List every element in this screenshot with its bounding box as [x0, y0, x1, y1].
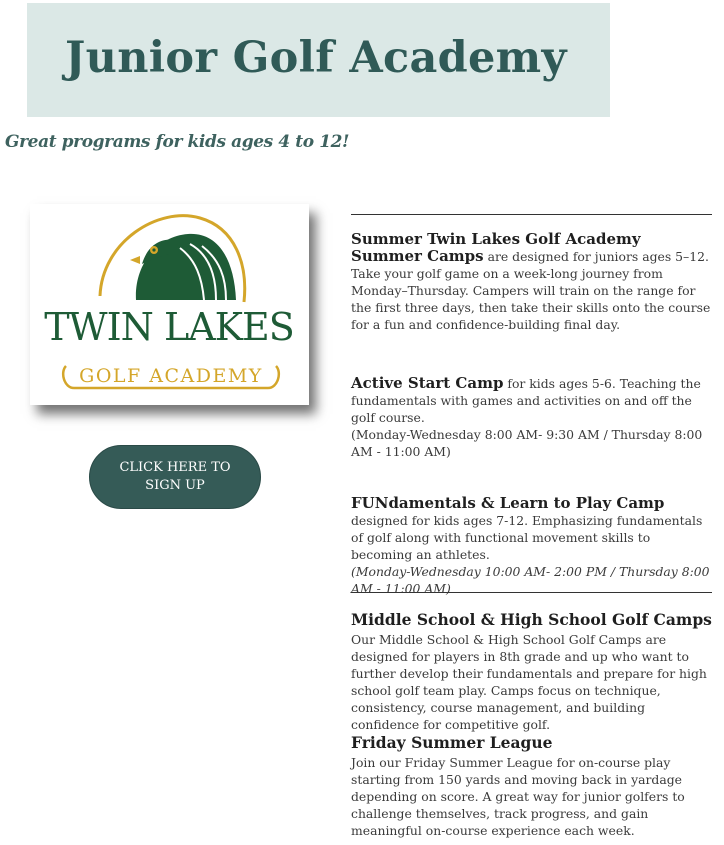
section-title: Summer Twin Lakes Golf Academy Summer Camps: [351, 230, 641, 265]
bird-icon: [130, 234, 236, 300]
logo-subtitle: GOLF ACADEMY: [79, 365, 263, 387]
header-banner: [27, 3, 610, 117]
section-text: for kids ages 5-6. Teaching the fundamentals with games and activities on and off the golf course.: [351, 376, 701, 425]
section-title: Friday Summer League: [351, 733, 553, 752]
twin-lakes-logo: [30, 204, 309, 405]
section-fundamentals: [351, 495, 715, 597]
section-title: FUNdamentals & Learn to Play Camp: [351, 494, 665, 512]
section-middle-high-school: [351, 609, 715, 733]
section-text: designed for kids ages 7-12. Emphasizing fundamentals of golf along with functional movement skills to becoming an athletes.: [351, 513, 703, 562]
section-text: Our Middle School & High School Golf Camps are designed for players in 8th grade and up who want to further develop their fundamentals and prepare for high school golf team play. Camps focus on technique, consistency, course management, and building confidence for competitive golf.: [351, 632, 707, 732]
divider: [351, 592, 712, 593]
section-text: are designed for juniors ages 5–12. Take your golf game on a week-long journey from Monday–Thursday. Campers will train on the range for the first three days, then take their skills onto the course for a fun and confidence-building final day.: [351, 249, 711, 332]
tagline: Great programs for kids ages 4 to 12!: [5, 132, 350, 152]
sign-up-button[interactable]: CLICK HERE TO SIGN UP: [89, 445, 261, 509]
section-schedule: (Monday-Wednesday 8:00 AM- 9:30 AM / Thursday 8:00 AM - 11:00 AM): [351, 427, 703, 459]
page-title: Junior Golf Academy: [65, 33, 567, 83]
section-summer-camps: [351, 231, 715, 333]
section-active-start: [351, 375, 715, 460]
section-schedule: (Monday-Wednesday 10:00 AM- 2:00 PM / Thursday 8:00 AM - 11:00 AM): [351, 564, 710, 596]
logo-card: [30, 204, 309, 405]
section-title: Middle School & High School Golf Camps: [351, 610, 712, 629]
logo-wordmark: TWIN LAKES: [44, 305, 294, 349]
section-friday-league: [351, 732, 715, 839]
divider: [351, 214, 712, 215]
section-text: Join our Friday Summer League for on-course play starting from 150 yards and moving back in yardage depending on score. A great way for junior golfers to challenge themselves, track progress, and gain meaningful on-course experience each week.: [351, 755, 685, 838]
section-title: Active Start Camp: [351, 374, 504, 392]
